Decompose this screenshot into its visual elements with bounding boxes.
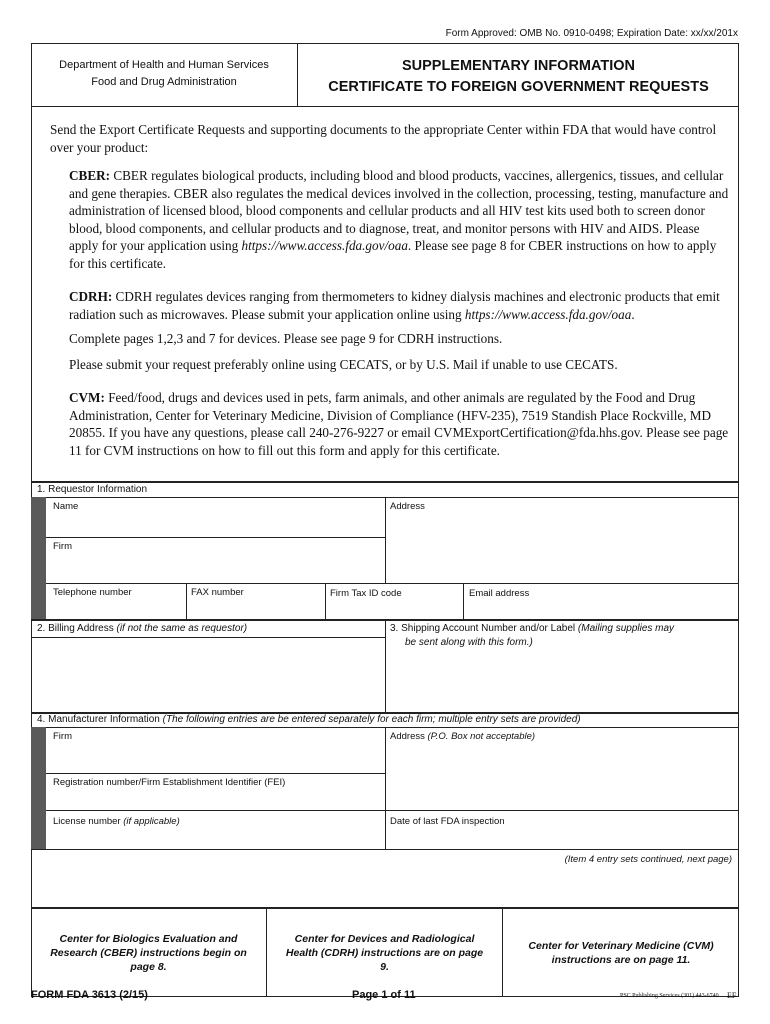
- section-2-note: (if not the same as requestor): [116, 623, 248, 634]
- cvm-label: CVM:: [69, 390, 105, 405]
- cber-text: CBER regulates biological products, including blood and blood products, vaccines, allergenics, tissues, and cellular and gene therapies. CBER also regulates the medical devices involved in the collection, processing, testing, manufacture and administration of licensed blood, blood components and cellular products and all HIV test kits used both to screen donor blood, blood components, and cellular products and to diagnose, treat, and monitor persons with HIV and AIDS. Please apply for your application using: [69, 168, 729, 253]
- divider: [31, 849, 739, 850]
- shipping-account-field[interactable]: [390, 623, 674, 634]
- cdrh-submit: Please submit your request preferably online using CECATS, or by U.S. Mail if unable to use CECATS.: [69, 357, 618, 372]
- cdrh-label: CDRH:: [69, 289, 113, 304]
- license-number-field[interactable]: [53, 816, 180, 827]
- divider: [46, 537, 385, 538]
- form-number: FORM FDA 3613 (2/15): [31, 989, 148, 1001]
- divider: [46, 773, 385, 774]
- department-name: Department of Health and Human Services: [59, 59, 269, 71]
- cdrh-instructions-box: Center for Devices and Radiological Health (CDRH) instructions are on page 9.: [267, 908, 503, 997]
- cber-paragraph: [69, 167, 729, 272]
- cvm-instructions-box: Center for Veterinary Medicine (CVM) instructions are on page 11.: [528, 939, 714, 966]
- section-4-title: 4. Manufacturer Information: [37, 714, 163, 725]
- manufacturer-address-field[interactable]: [390, 731, 535, 742]
- section-2-title: 2. Billing Address: [37, 623, 117, 634]
- divider: [31, 637, 385, 638]
- telephone-field[interactable]: Telephone number: [53, 587, 132, 598]
- divider: [463, 583, 464, 619]
- divider: [46, 727, 739, 728]
- divider: [46, 583, 739, 584]
- divider: [325, 583, 326, 619]
- continued-note: (Item 4 entry sets continued, next page): [564, 854, 732, 865]
- tax-id-field[interactable]: Firm Tax ID code: [330, 588, 402, 599]
- billing-address-field[interactable]: [37, 623, 247, 634]
- cdrh-after: .: [631, 306, 635, 322]
- manufacturer-firm-field[interactable]: Firm: [53, 731, 72, 742]
- firm-field[interactable]: Firm: [53, 541, 72, 552]
- section-3-note-2: be sent along with this form.): [405, 637, 533, 648]
- page-number: Page 1 of 11: [352, 989, 416, 1001]
- registration-number-field[interactable]: Registration number/Firm Establishment Identifier (FEI): [53, 777, 286, 788]
- cber-instructions-box: Center for Biologics Evaluation and Research (CBER) instructions begin on page 8.: [31, 908, 267, 997]
- divider: [385, 497, 386, 583]
- divider: [46, 497, 739, 498]
- gray-sidebar: [31, 727, 46, 849]
- cvm-paragraph: [69, 389, 729, 459]
- title-line-1: SUPPLEMENTARY INFORMATION: [401, 58, 636, 74]
- divider: [385, 727, 386, 849]
- fax-field[interactable]: FAX number: [191, 587, 244, 598]
- section-4-title-row: [37, 714, 581, 725]
- name-field[interactable]: Name: [53, 501, 79, 512]
- title-line-2: CERTIFICATE TO FOREIGN GOVERNMENT REQUESTS: [328, 79, 709, 95]
- divider: [46, 810, 739, 811]
- license-number-label: License number: [53, 816, 124, 827]
- agency-header: [31, 43, 298, 107]
- email-field[interactable]: Email address: [469, 588, 530, 599]
- cber-link[interactable]: https://www.access.fda.gov/oaa: [241, 238, 408, 253]
- divider: [385, 619, 386, 712]
- divider: [31, 481, 739, 483]
- manufacturer-address-note: (P.O. Box not acceptable): [427, 731, 536, 742]
- manufacturer-address-label: Address: [390, 731, 428, 742]
- publisher-note: PSC Publishing Services (301) 443-6740: [620, 993, 719, 999]
- gray-sidebar: [31, 497, 46, 619]
- cdrh-paragraph: [69, 288, 729, 323]
- cdrh-pages: Complete pages 1,2,3 and 7 for devices. Please see page 9 for CDRH instructions.: [69, 331, 503, 346]
- section-3-note: (Mailing supplies may: [577, 623, 675, 634]
- intro-text: Send the Export Certificate Requests and supporting documents to the appropriate Center within FDA that would have control over your product:: [50, 122, 717, 155]
- omb-approval: Form Approved: OMB No. 0910-0498; Expiration Date: xx/xx/201x: [445, 28, 738, 39]
- divider: [186, 583, 187, 619]
- cdrh-link[interactable]: https://www.access.fda.gov/oaa: [464, 306, 632, 322]
- form-title: [298, 43, 739, 107]
- address-field[interactable]: Address: [390, 501, 425, 512]
- license-number-note: (if applicable): [123, 816, 180, 827]
- inspection-date-field[interactable]: Date of last FDA inspection: [390, 816, 505, 827]
- section-4-note: (The following entries are be entered separately for each firm; multiple entry sets are provided): [162, 714, 581, 725]
- section-1-title: 1. Requestor Information: [37, 484, 148, 495]
- agency-name: Food and Drug Administration: [91, 76, 237, 88]
- cdrh-text: CDRH regulates devices ranging from thermometers to kidney dialysis machines and electronic products that emit radiation such as microwaves. Please submit your application online using: [69, 289, 720, 322]
- ef-mark: EF: [727, 991, 737, 1000]
- cvm-text: Feed/food, drugs and devices used in pets, farm animals, and other animals are regulated by the Food and Drug Administration, Center for Veterinary Medicine, Division of Compliance (HFV-235), 7519 Standish Place Rockville, MD 20855. If you have any questions, please call 240-276-9227 or email CVMExportCertification@fda.hhs.gov. Please see page 11 for CVM instructions on how to fill out this form and apply for this certificate.: [69, 390, 729, 458]
- section-3-title: 3. Shipping Account Number and/or Label: [390, 623, 578, 634]
- cber-after: . Please see page 8 for CBER instructions on how to apply for this certificate.: [69, 238, 717, 271]
- cber-label: CBER:: [69, 168, 111, 183]
